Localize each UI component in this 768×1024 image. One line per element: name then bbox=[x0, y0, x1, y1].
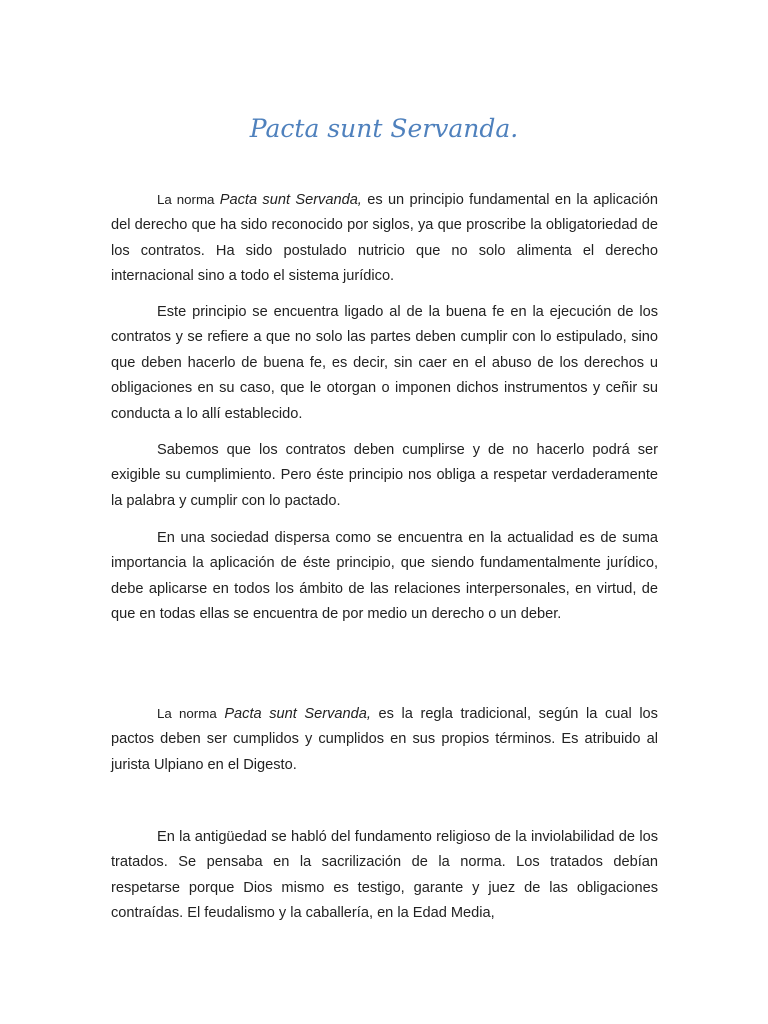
paragraph-6 bbox=[111, 825, 658, 927]
paragraph-2 bbox=[111, 300, 658, 427]
paragraph-4 bbox=[111, 526, 658, 628]
paragraph-lead: La norma bbox=[157, 706, 217, 721]
paragraph-emphasis: Pacta sunt Servanda, bbox=[224, 706, 371, 722]
paragraph-1 bbox=[111, 187, 658, 290]
paragraph-5 bbox=[111, 701, 658, 778]
paragraph-text: es la regla tradicional, según la cual los pactos deben ser cumplidos y cumplidos en sus propios términos. Es atribuido al jurista Ulpiano en el Digesto. bbox=[111, 706, 658, 773]
paragraph-text: En la antigüedad se habló del fundamento religioso de la inviolabilidad de los tratados. Se pensaba en la sacrilización de la norma. Los tratados debían respetarse porque Dios mismo es testigo, garante y juez de las obligaciones contraídas. El feudalismo y la caballería, en la Edad Media, bbox=[111, 829, 658, 922]
paragraph-text: Sabemos que los contratos deben cumplirse y de no hacerlo podrá ser exigible su cumplimiento. Pero éste principio nos obliga a respetar verdaderamente la palabra y cumplir con lo pactado. bbox=[111, 442, 658, 509]
paragraph-text: es un principio fundamental en la aplicación del derecho que ha sido reconocido por siglos, ya que proscribe la obligatoriedad de los contratos. Ha sido postulado nutricio que no solo alimenta el derecho internacional sino a todo el sistema jurídico. bbox=[111, 192, 658, 285]
paragraph-3 bbox=[111, 438, 658, 514]
paragraph-emphasis: Pacta sunt Servanda, bbox=[219, 192, 362, 208]
document-title: Pacta sunt Servanda. bbox=[249, 114, 519, 143]
paragraph-lead: La norma bbox=[157, 192, 215, 207]
paragraph-text: En una sociedad dispersa como se encuentra en la actualidad es de suma importancia la aplicación de éste principio, que siendo fundamentalmente jurídico, debe aplicarse en todos los ámbito de las relaciones interpersonales, en virtud, de que en todas ellas se encuentra de por medio un derecho o un deber. bbox=[111, 530, 658, 623]
paragraph-text: Este principio se encuentra ligado al de la buena fe en la ejecución de los contratos y se refiere a que no solo las partes deben cumplir con lo estipulado, sino que deben hacerlo de buena fe, es decir, sin caer en el abuso de los derechos u obligaciones en su caso, que le otorgan o imponen dichos instrumentos y ceñir su conducta a lo allí establecido. bbox=[111, 304, 658, 422]
